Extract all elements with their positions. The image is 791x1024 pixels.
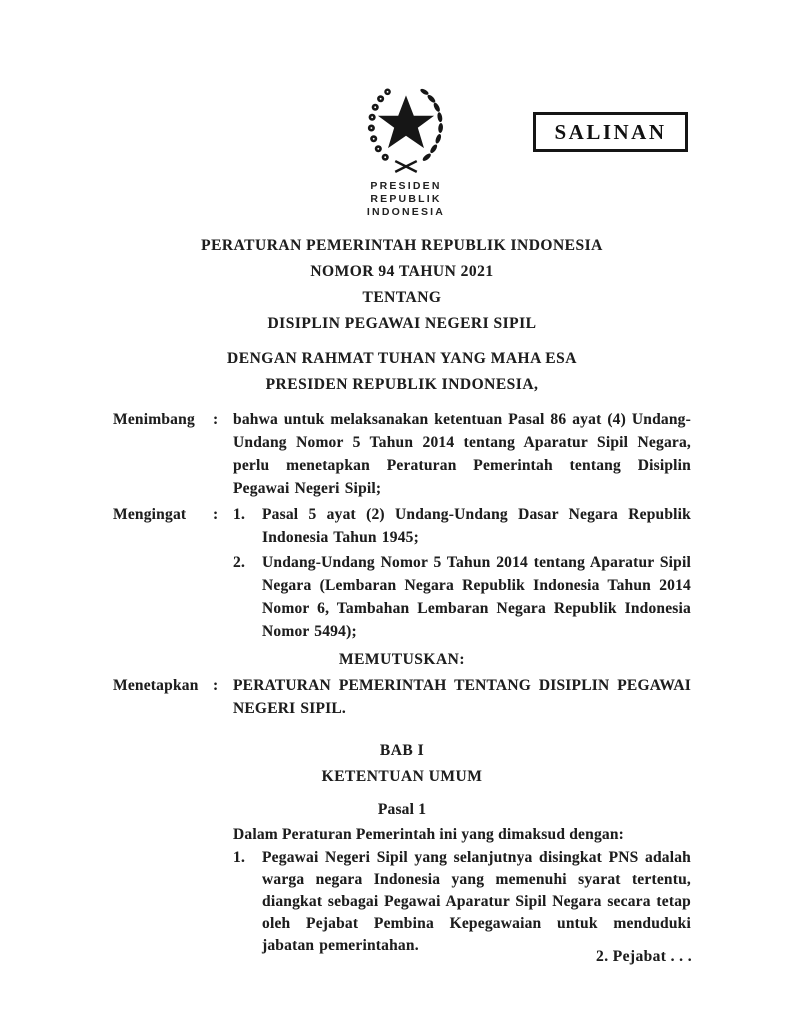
memutuskan-heading: MEMUTUSKAN: — [338, 651, 466, 668]
mengingat-item-2-number: 2. — [233, 554, 246, 571]
menimbang-clause — [113, 408, 691, 500]
mengingat-item-1 — [233, 503, 691, 549]
document-body — [113, 233, 691, 957]
preamble-line-1: DENGAN RAHMAT TUHAN YANG MAHA ESA — [227, 350, 577, 367]
menetapkan-colon: : — [213, 677, 219, 694]
title-line-4: DISIPLIN PEGAWAI NEGERI SIPIL — [267, 315, 537, 332]
title-line-3: TENTANG — [362, 289, 442, 306]
pasal-list — [233, 847, 691, 957]
menetapkan-text: PERATURAN PEMERINTAH TENTANG DISIPLIN PEGAWAI NEGERI SIPIL. — [233, 677, 691, 717]
menimbang-label: Menimbang — [113, 411, 195, 428]
bab-number: BAB I — [379, 742, 425, 759]
seal-caption-presiden: PRESIDEN — [370, 180, 442, 192]
mengingat-item-2 — [233, 551, 691, 643]
seal-caption-republik-indonesia: REPUBLIK INDONESIA — [366, 193, 446, 218]
title-line-1: PERATURAN PEMERINTAH REPUBLIK INDONESIA — [201, 237, 603, 254]
star-wreath-seal-icon — [350, 78, 462, 178]
menetapkan-label: Menetapkan — [113, 677, 199, 694]
mengingat-list — [233, 503, 691, 643]
mengingat-item-1-number: 1. — [233, 506, 246, 523]
presidential-seal — [336, 78, 476, 219]
pasal-item-1 — [233, 847, 691, 957]
mengingat-item-1-text: Pasal 5 ayat (2) Undang-Undang Dasar Negara Republik Indonesia Tahun 1945; — [262, 506, 691, 546]
chapter-heading — [113, 738, 691, 790]
bab-title: KETENTUAN UMUM — [321, 768, 483, 785]
mengingat-item-2-text: Undang-Undang Nomor 5 Tahun 2014 tentang Aparatur Sipil Negara (Lembaran Negara Republik Indonesia Tahun 2014 Nomor 6, Tambahan Lembaran Negara Republik Indonesia Nomor 5494); — [262, 554, 691, 640]
menimbang-text: bahwa untuk melaksanakan ketentuan Pasal 86 ayat (4) Undang-Undang Nomor 5 Tahun 2014 tentang Aparatur Sipil Negara, perlu menetapkan Peraturan Pemerintah tentang Disiplin Pegawai Negeri Sipil; — [233, 411, 691, 497]
mengingat-clause — [113, 503, 691, 643]
pasal-content — [233, 823, 691, 957]
mengingat-label: Mengingat — [113, 506, 187, 523]
pasal-intro: Dalam Peraturan Pemerintah ini yang dimaksud dengan: — [233, 826, 625, 843]
title-line-2: NOMOR 94 TAHUN 2021 — [310, 263, 494, 280]
salinan-stamp: SALINAN — [533, 112, 688, 152]
menetapkan-clause — [113, 674, 691, 720]
mengingat-colon: : — [213, 506, 219, 523]
pasal-heading: Pasal 1 — [377, 801, 427, 818]
preamble-line-2: PRESIDEN REPUBLIK INDONESIA, — [265, 376, 539, 393]
page-catchword: 2. Pejabat . . . — [596, 948, 692, 965]
preamble — [113, 346, 691, 398]
menimbang-colon: : — [213, 411, 219, 428]
regulation-title — [113, 233, 691, 337]
pasal-item-1-text: Pegawai Negeri Sipil yang selanjutnya disingkat PNS adalah warga negara Indonesia yang memenuhi syarat tertentu, diangkat sebagai Pegawai Aparatur Sipil Negara secara tetap oleh Pejabat Pembina Kepegawaian untuk menduduki jabatan pemerintahan. — [262, 849, 691, 954]
pasal-item-1-number: 1. — [233, 849, 246, 866]
